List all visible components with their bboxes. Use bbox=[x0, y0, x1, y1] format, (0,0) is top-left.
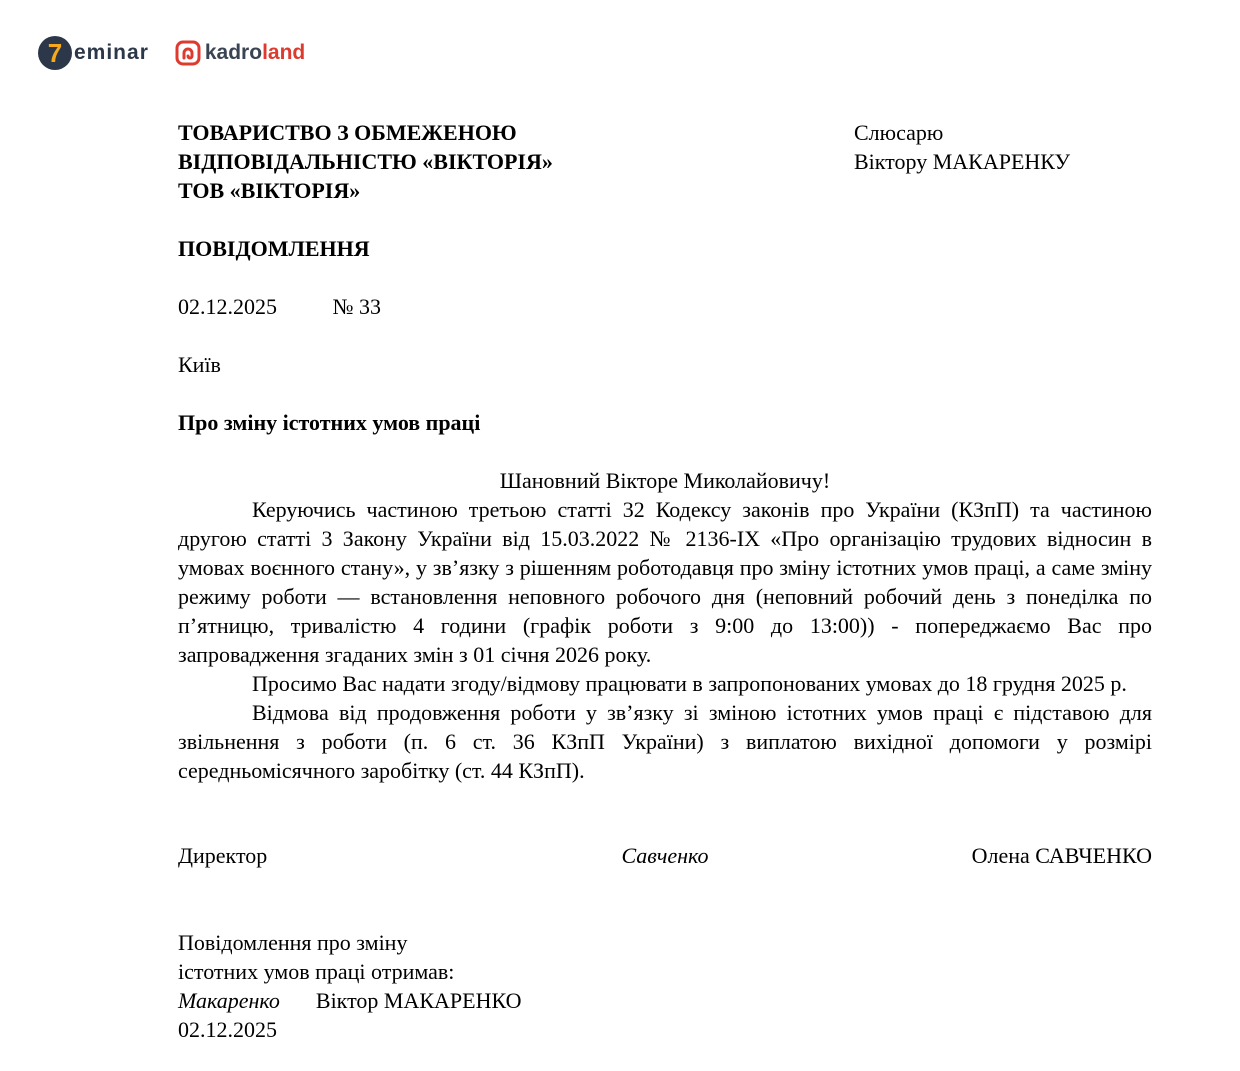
kadroland-logo-text bbox=[205, 41, 305, 65]
body-paragraph: Відмова від продовження роботи у зв’язку зі зміною істотних умов праці є підставою для звільнення з роботи (п. 6 ст. 36 КЗпП України) з виплатою вихідної допомоги у розмірі середньомісячного заробітку (ст. 44 КЗпП). bbox=[178, 700, 1152, 783]
date-number-row bbox=[178, 292, 1152, 321]
seminar-logo bbox=[38, 36, 149, 70]
seminar-logo-text: eminar bbox=[74, 41, 149, 64]
recipient-block bbox=[854, 118, 1152, 205]
employee-handwritten-signature: Макаренко bbox=[178, 988, 280, 1013]
body-paragraph: Керуючись частиною третьою статті 32 Кодексу законів про України (КЗпП) та частиною другою статті 3 Закону України від 15.03.2022 № 2136-IX «Про організацію трудових відносин в умовах воєнного стану», у зв’язку з рішенням роботодавця про зміну істотних умов праці, а саме зміну режиму роботи — встановлення неповного робочого дня (неповний робочий день з понеділка по п’ятницю, тривалістю 4 години (графік роботи з 9:00 до 13:00)) - попереджаємо Вас про запровадження згаданих змін з 01 січня 2026 року. bbox=[178, 497, 1152, 667]
kadroland-logo bbox=[175, 40, 305, 66]
kadroland-text-dark: kadro bbox=[204, 41, 263, 64]
acknowledgment-line: Повідомлення про зміну bbox=[178, 930, 408, 955]
document-subject: Про зміну істотних умов праці bbox=[178, 410, 481, 435]
document-date: 02.12.2025 bbox=[178, 294, 277, 319]
document-city: Київ bbox=[178, 352, 221, 377]
greeting-line: Шановний Вікторе Миколайовичу! bbox=[499, 468, 831, 493]
signer-position: Директор bbox=[178, 843, 268, 868]
acknowledgment-date: 02.12.2025 bbox=[178, 1017, 277, 1042]
acknowledgment-block bbox=[178, 928, 1152, 1044]
recipient-position: Слюсарю bbox=[854, 120, 944, 145]
kadroland-text-red: land bbox=[262, 41, 306, 64]
body-paragraph: Просимо Вас надати згоду/відмову працювати в запропонованих умовах до 18 грудня 2025 р. bbox=[252, 671, 1127, 696]
seminar-logo-icon bbox=[38, 36, 72, 70]
recipient-name: Віктору МАКАРЕНКУ bbox=[854, 149, 1071, 174]
logo-bar bbox=[38, 36, 305, 70]
signature-row bbox=[178, 841, 1152, 870]
seminar-logo-digit: 7 bbox=[47, 38, 63, 68]
employee-name: Віктор МАКАРЕНКО bbox=[315, 988, 522, 1013]
company-name-line: ТОВАРИСТВО З ОБМЕЖЕНОЮ bbox=[178, 120, 517, 145]
letter-content bbox=[178, 118, 1152, 1044]
acknowledgment-signature-row bbox=[178, 986, 1152, 1015]
kadroland-logo-icon bbox=[175, 40, 201, 66]
company-name-line: ВІДПОВІДАЛЬНІСТЮ «ВІКТОРІЯ» bbox=[178, 149, 553, 174]
letter-header bbox=[178, 118, 1152, 205]
company-name-line: ТОВ «ВІКТОРІЯ» bbox=[178, 178, 361, 203]
document-number: № 33 bbox=[332, 294, 381, 319]
acknowledgment-line: істотних умов праці отримав: bbox=[178, 959, 455, 984]
document-type-title: ПОВІДОМЛЕННЯ bbox=[178, 236, 370, 261]
company-name bbox=[178, 118, 818, 205]
signer-name: Олена САВЧЕНКО bbox=[971, 843, 1152, 868]
signer-handwritten-signature: Савченко bbox=[621, 843, 709, 868]
